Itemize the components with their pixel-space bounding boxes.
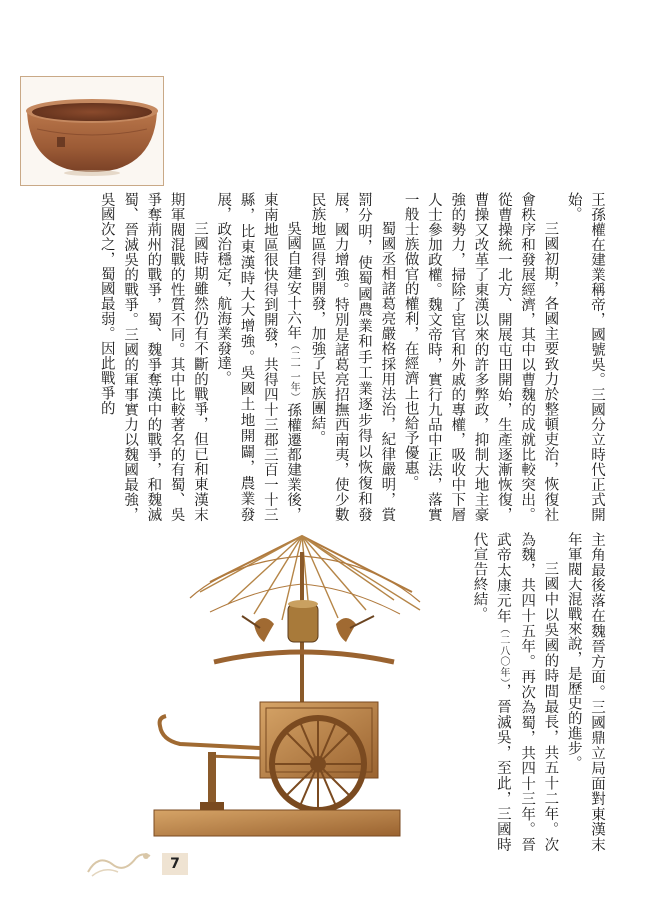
bowl-image-frame — [20, 76, 164, 186]
paragraph — [467, 532, 561, 852]
year-note: （二一一年） — [288, 340, 300, 403]
paragraph: 主角最後落在魏晉方面。三國鼎立局面對東漢末年軍閥大混戰來說，是歷史的進步。 — [565, 532, 605, 852]
paragraph: 三國時期雖然仍有不斷的戰爭，但已和東漢末期軍閥混戰的性質不同。其中比較著名的有蜀、吳爭奪荊州的戰爭，蜀、魏爭奪漢中的戰爭，和魏滅蜀、晉滅吳的戰爭。三國的軍事實力以魏國最強，吳國次之，蜀國最弱。因此戰爭的 — [98, 192, 208, 522]
paragraph-text: 孫權遷都建業後，東南地區很快得到開發，共得四十三郡三百一十三縣，比東漢時大大增強。吳國土地開闢，農業發展，政治穩定，航海業發達。 — [215, 192, 302, 523]
paragraph-text: ，晉滅吳，至此，三國時代宣告終結。 — [471, 532, 511, 852]
paragraph: 蜀國丞相諸葛亮嚴格採用法治，紀律嚴明，賞罰分明，使蜀國農業和手工業逐步得以恢復和發展，國力增強。特別是諸葛亮招撫西南夷，使少數民族地區得到開發，加強了民族團結。 — [309, 192, 396, 522]
page-number: 7 — [162, 853, 188, 875]
paragraph: 三國初期，各國主要致力於整頓吏治，恢復社會秩序和發展經濟，其中以曹魏的成就比較突出。從曹操統一北方、開展屯田開始，生產逐漸恢復，曹操又改革了東漢以來的許多弊政，抑制大地主豪強的勢力，掃除了宦官和外戚的專權，吸收中下層人士參加政權。魏文帝時，實行九品中正法，落實一般士族做官的權利，在經濟上也給予優惠。 — [402, 192, 559, 522]
paragraph: 王孫權在建業稱帝，國號吳。三國分立時代正式開始。 — [565, 192, 605, 522]
article-text-bottom — [462, 532, 608, 852]
chariot-image — [150, 532, 440, 846]
year-note: （二八〇年） — [497, 623, 509, 684]
paragraph-text: 三國中以吳國的時間最長，共五十二年。次為魏，共四十五年。再次為蜀，共四十三年。晉武帝太康元年 — [494, 532, 559, 852]
paragraph-text: 吳國自建安十六年 — [285, 221, 302, 341]
article-text-top — [60, 192, 608, 522]
bowl-image — [21, 77, 163, 185]
dragon-ornament-icon — [84, 848, 154, 880]
paragraph — [211, 192, 305, 522]
